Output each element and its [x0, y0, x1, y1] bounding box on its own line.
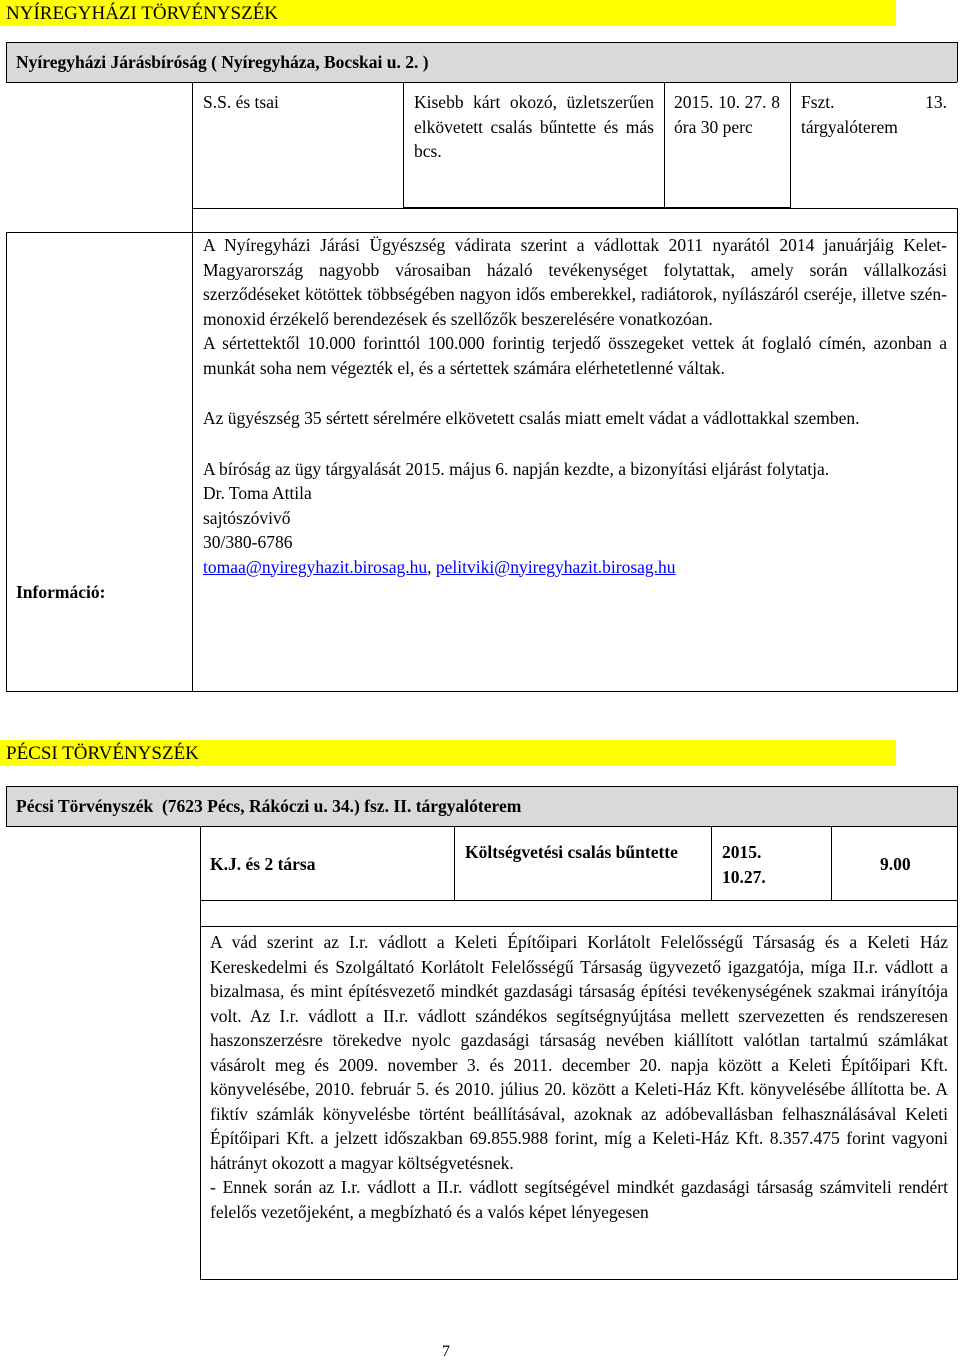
- table-border: [957, 232, 958, 692]
- court-header-title: PÉCSI TÖRVÉNYSZÉK: [6, 743, 199, 764]
- table-border: [200, 1279, 958, 1280]
- case-time: 9.00: [880, 854, 911, 874]
- table-border: [957, 786, 958, 826]
- table-border: [6, 42, 7, 82]
- table-border: [664, 82, 665, 208]
- case-room: Fszt. 13. tárgyalóterem: [801, 92, 947, 137]
- case-defendants: K.J. és 2 társa: [210, 854, 316, 874]
- table-border: [6, 232, 7, 692]
- table-border: [192, 232, 193, 692]
- table-border: [6, 82, 957, 83]
- table-border: [957, 208, 958, 233]
- table-border: [403, 82, 404, 208]
- case-defendants: S.S. és tsai: [203, 92, 279, 112]
- table-border: [192, 208, 958, 209]
- table-border: [200, 926, 958, 927]
- table-border: [200, 900, 958, 901]
- venue-title: Pécsi Törvényszék (7623 Pécs, Rákóczi u. 34.) fsz. II. tárgyalóterem: [16, 796, 522, 816]
- case-charge: Költségvetési csalás bűntette: [465, 842, 678, 862]
- info-label: Információ:: [16, 582, 106, 602]
- description-paragraph: - Ennek során az I.r. vádlott a II.r. vádlott segítségével mindkét gazdasági társaság számviteli rendért felelős vezetőjeként, a megbízható és a valós képet lényegesen: [210, 1177, 948, 1222]
- info-content: [203, 233, 947, 579]
- contact-role: sajtószóvivő: [203, 507, 291, 528]
- table-border: [831, 826, 832, 900]
- table-border: [454, 826, 455, 900]
- contact-name: Dr. Toma Attila: [203, 483, 312, 503]
- email-link[interactable]: tomaa@nyiregyhazit.birosag.hu: [203, 556, 428, 577]
- table-border: [957, 42, 958, 82]
- info-paragraph: Az ügyészség 35 sértett sérelmére elkövetett csalás miatt emelt vádat a vádlottakkal szemben.: [203, 408, 860, 428]
- table-border: [6, 232, 193, 233]
- table-border: [6, 786, 7, 826]
- page-number: 7: [442, 1343, 450, 1360]
- table-border: [192, 82, 193, 208]
- table-border: [711, 826, 712, 900]
- contact-phone: 30/380-6786: [203, 532, 293, 552]
- info-paragraph: A Nyíregyházi Járási Ügyészség vádirata szerint a vádlottak 2011 nyarától 2014 januárjáig Kelet-Magyarország nagyobb városaiban házaló tevékenységet folytattak, amely során vállalkozási szerződéseket kötöttek többségében nagyon idős emberekkel, radiátorok, nyílászáról cseréje, illetve szén-monoxid érzékelő berendezések és szellőzők beszerelésére vonatkozóan.: [203, 235, 947, 329]
- contact-emails: [203, 555, 947, 580]
- court-header-title: NYÍREGYHÁZI TÖRVÉNYSZÉK: [6, 3, 279, 24]
- table-border: [6, 42, 957, 43]
- table-border: [790, 82, 791, 208]
- table-border: [957, 826, 958, 900]
- case-date: 2015. 10.27.: [722, 842, 766, 887]
- case-description: [210, 930, 948, 1224]
- case-charge: Kisebb kárt okozó, üzletszerűen elkövetett csalás bűntette és más bcs.: [414, 92, 654, 161]
- info-paragraph: A sértettektől 10.000 forinttól 100.000 forintig terjedő összegeket vettek át foglaló címén, azonban a munkát soha nem végezték el, és a sértettek számára elérhetetlenné váltak.: [203, 333, 947, 378]
- table-border: [6, 826, 957, 827]
- table-border: [6, 786, 957, 787]
- table-border: [957, 900, 958, 1280]
- email-link[interactable]: pelitviki@nyiregyhazit.birosag.hu: [435, 556, 676, 577]
- table-border: [200, 826, 201, 900]
- info-paragraph: A bíróság az ügy tárgyalását 2015. május 6. napján kezdte, a bizonyítási eljárást folytatja.: [203, 458, 830, 479]
- table-border: [192, 208, 193, 233]
- venue-title: Nyíregyházi Járásbíróság ( Nyíregyháza, Bocskai u. 2. ): [16, 52, 429, 72]
- case-datetime: 2015. 10. 27. 8 óra 30 perc: [674, 92, 780, 137]
- description-paragraph: A vád szerint az I.r. vádlott a Keleti Építőipari Korlátolt Felelősségű Társaság és a Keleti Ház Kereskedelmi és Szolgáltató Korlátolt Felelősségű Társaság ügyvezető igazgatója, míga II.r. vádlott a bizalmasa, és mint építésvezető mindkét gazdasági társaság építési tevékenységének szakmai irányítója volt. Az I.r. vádlott a II.r. vádlott szándékos segítségnyújtása mellett szervezetten és rendszeresen haszonszerzésre törekedve nyolc gazdasági társaság nevében kiállított valótlan tartalmú számlákat vásárolt meg és 2009. november 3. és 2011. december 20. napja között a Keleti Építőipari Kft. könyvelésébe, 2010. február 5. és 2010. július 20. között a Keleti-Ház Kft. könyvelésébe állította be. A fiktív számlák könyvelésbe történt beállításával, azoknak az adóbevallásban felhasználásával Keleti Építőipari Kft. a jelzett időszakban 69.855.988 forint, míg a Keleti-Ház Kft. 8.357.475 forint vagyoni hátrányt okozott a magyar költségvetésnek.: [210, 932, 948, 1173]
- email-separator: ,: [427, 556, 436, 577]
- table-border: [200, 900, 201, 1280]
- table-border: [6, 691, 958, 692]
